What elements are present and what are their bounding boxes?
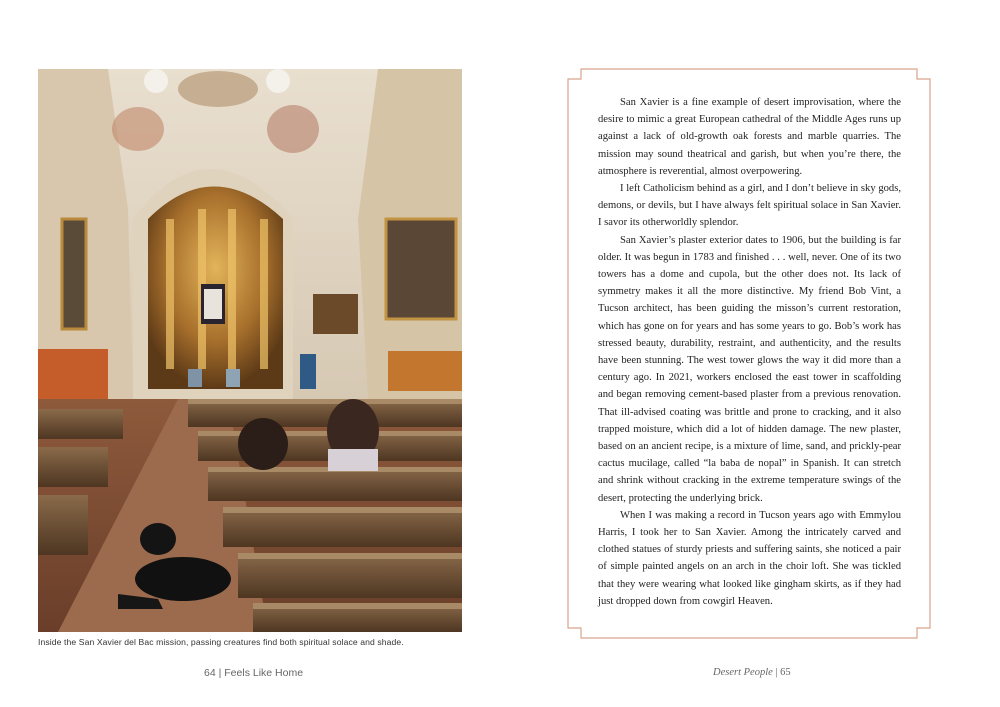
book-title: Feels Like Home xyxy=(224,667,304,679)
right-folio xyxy=(713,667,791,678)
photo-caption: Inside the San Xavier del Bac mission, passing creatures find both spiritual solace and shade. xyxy=(38,637,404,647)
right-folio-separator: | xyxy=(775,667,778,678)
body-text xyxy=(598,94,901,610)
paragraph-4: When I was making a record in Tucson years ago with Emmylou Harris, I took her to San Xavier. Among the intricately carved and clothed statues of sturdy priests and suffering saints, she noticed a pair of simple painted angels on an arch in the choir loft. She was tickled that they were wearing what looked like gingham skirts, as if they had just dropped down from cowgirl Heaven. xyxy=(598,509,901,607)
left-folio-separator: | xyxy=(218,667,222,679)
mission-interior-photo xyxy=(38,69,462,632)
left-folio xyxy=(204,667,303,679)
left-page-number: 64 xyxy=(204,667,216,679)
paragraph-3: San Xavier’s plaster exterior dates to 1906, but the building is far older. It was begun in 1783 and finished . . . well, never. One of its two towers has a dome and cupola, but the other does not. Its lack of symmetry makes it all the more distinctive. My friend Bob Vint, a Tucson architect, has been guiding the misson’s current restoration, which has gone on for years and has some years to go. Bob’s work has stressed beauty, durability, restraint, and authenticity, and the results have been stunning. The west tower glows the way it did more than a century ago. In 2021, workers enclosed the east tower in scaffolding and began removing cement-based plaster from a previous renovation. That ill-advised coating was brittle and prone to cracking, and it also trapped moisture, which did a lot of hidden damage. The new plaster, based on an ancient recipe, is a mixture of lime, sand, and prickly-pear cactus mucilage, called “la baba de nopal” in Spanish. It can stretch and shrink without cracking in the extreme temperature swings of the desert, protecting the underlying brick. xyxy=(598,234,901,504)
paragraph-2: I left Catholicism behind as a girl, and I don’t believe in sky gods, demons, or devils, but I have always felt spiritual solace in San Xavier. I savor its otherworldly splendor. xyxy=(598,183,901,229)
right-page-number: 65 xyxy=(780,667,791,678)
paragraph-1: San Xavier is a fine example of desert improvisation, where the desire to mimic a great European cathedral of the Middle Ages runs up against a lack of old-growth oak forests and marble quarries. The mission may sound theatrical and garish, but when you’re there, the atmosphere is reverential, almost overpowering. xyxy=(598,97,901,177)
section-title: Desert People xyxy=(713,667,773,678)
mission-photo-illustration xyxy=(38,69,462,632)
